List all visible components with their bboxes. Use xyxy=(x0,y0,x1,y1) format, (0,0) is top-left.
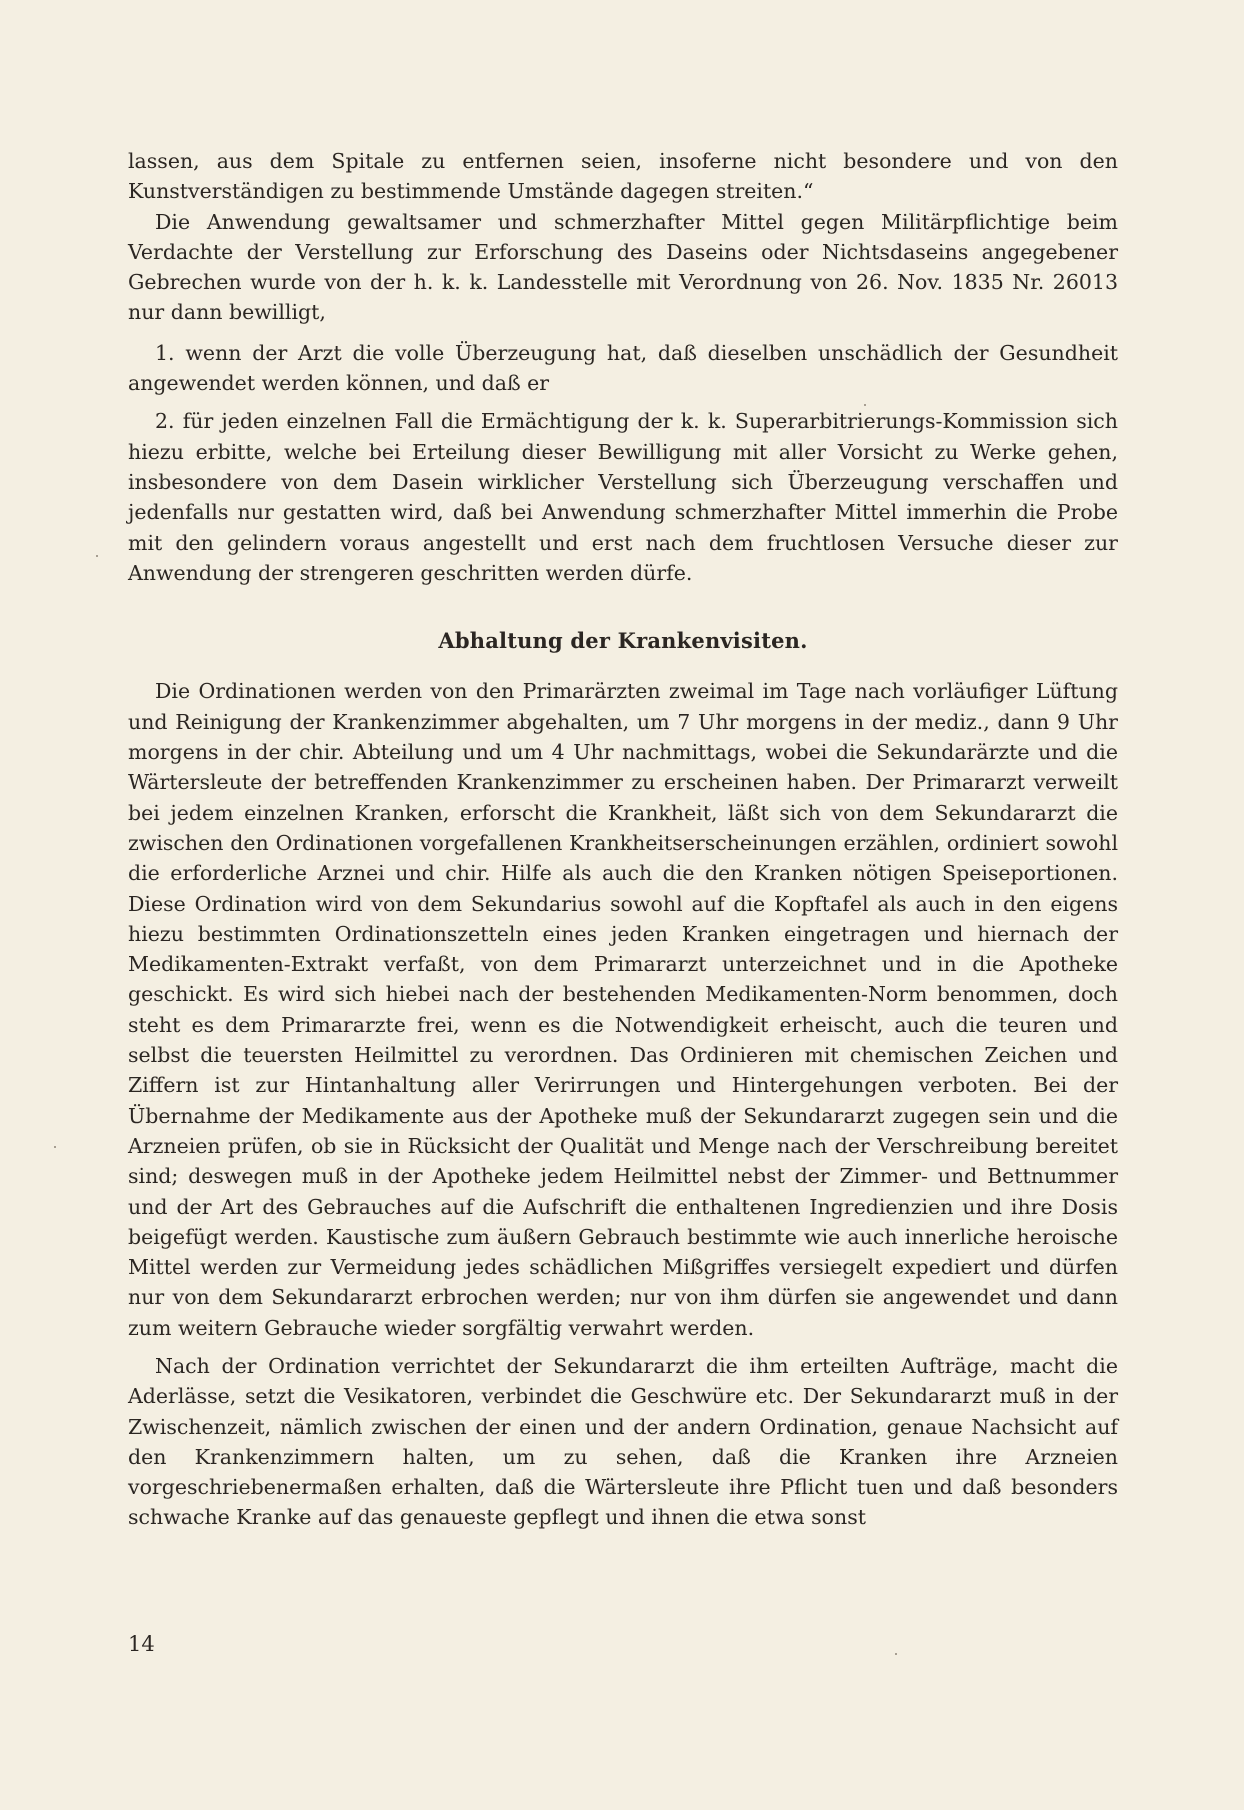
paper-speck xyxy=(895,1653,897,1655)
paper-speck xyxy=(864,404,866,406)
paper-speck xyxy=(54,1146,56,1148)
paragraph-ordinationen: Die Ordinationen werden von den Primarärzten zweimal im Tage nach vorläufiger Lüftung und Reinigung der Krankenzimmer abgehalten, um 7 Uhr morgens in der mediz., dann 9 Uhr morgens in der chir. Abteilung und um 4 Uhr nachmittags, wobei die Sekundarärzte und die Wärtersleute der betreffenden Krankenzimmer zu erscheinen haben. Der Primararzt verweilt bei jedem einzelnen Kranken, erforscht die Krankheit, läßt sich von dem Sekundararzt die zwischen den Ordinationen vorgefallenen Krankheitserscheinungen erzählen, ordiniert sowohl die erforderliche Arznei und chir. Hilfe als auch die den Kranken nötigen Speiseportionen. Diese Ordination wird von dem Sekundarius sowohl auf die Kopftafel als auch in den eigens hiezu bestimmten Ordinationszetteln eines jeden Kranken eingetragen und hiernach der Medikamenten-Extrakt verfaßt, von dem Primararzt unterzeichnet und in die Apotheke geschickt. Es wird sich hiebei nach der bestehenden Medikamenten-Norm benommen, doch steht es dem Primararzte frei, wenn es die Notwendigkeit erheischt, auch die teuren und selbst die teuersten Heilmittel zu verordnen. Das Ordinieren mit chemischen Zeichen und Ziffern ist zur Hintanhaltung aller Verirrungen und Hintergehungen verboten. Bei der Übernahme der Medikamente aus der Apotheke muß der Sekundararzt zugegen sein und die Arzneien prüfen, ob sie in Rücksicht der Qualität und Menge nach der Verschreibung bereitet sind; deswegen muß in der Apotheke jedem Heilmittel nebst der Zimmer- und Bettnummer und der Art des Gebrauches auf die Aufschrift die enthaltenen Ingredienzien und ihre Dosis beigefügt werden. Kaustische zum äußern Gebrauch bestimmte wie auch innerliche heroische Mittel werden zur Vermeidung jedes schädlichen Mißgriffes versiegelt expediert und dürfen nur von dem Sekundararzt erbrochen werden; nur von ihm dürfen sie angewendet und dann zum weitern Gebrauche wieder sorgfältig verwahrt werden. xyxy=(128,679,1118,1340)
paper-speck xyxy=(96,555,98,557)
list-item-1: 1. wenn der Arzt die volle Überzeugung hat, daß dieselben unschädlich der Gesundheit angewendet werden können, und daß er xyxy=(128,340,1118,396)
section-heading: Abhaltung der Krankenvisiten. xyxy=(438,628,808,654)
body-text xyxy=(128,146,1118,1533)
paragraph-anwendung: Die Anwendung gewaltsamer und schmerzhafter Mittel gegen Militärpflichtige beim Verdachte der Verstellung zur Erforschung des Daseins oder Nichtsdaseins angegebener Gebrechen wurde von der h. k. k. Landesstelle mit Verordnung von 26. Nov. 1835 Nr. 26013 nur dann bewilligt, xyxy=(128,209,1118,325)
paragraph-nach-der-ordination: Nach der Ordination verrichtet der Sekundararzt die ihm erteilten Aufträge, macht die Aderlässe, setzt die Vesikatoren, verbindet die Geschwüre etc. Der Sekundararzt muß in der Zwischenzeit, nämlich zwischen der einen und der andern Ordination, genaue Nachsicht auf den Krankenzimmern halten, um zu sehen, daß die Kranken ihre Arzneien vorgeschriebenermaßen erhalten, daß die Wärtersleute ihre Pflicht tuen und daß besonders schwache Kranke auf das genaueste gepflegt und ihnen die etwa sonst xyxy=(128,1353,1118,1530)
paragraph-continuation: lassen, aus dem Spitale zu entfernen seien, insoferne nicht besondere und von den Kunstverständigen zu bestimmende Umstände dagegen streiten.“ xyxy=(128,149,1118,204)
list-item-2: 2. für jeden einzelnen Fall die Ermächtigung der k. k. Superarbitrierungs-Kommission sich hiezu erbitte, welche bei Erteilung dieser Bewilligung mit aller Vorsicht zu Werke gehen, insbesondere von dem Dasein wirklicher Verstellung sich Überzeugung verschaffen und jedenfalls nur gestatten wird, daß bei Anwendung schmerzhafter Mittel immerhin die Probe mit den gelindern voraus angestellt und erst nach dem fruchtlosen Versuche dieser zur Anwendung der strengeren geschritten werden dürfe. xyxy=(128,409,1118,585)
page-number: 14 xyxy=(128,1632,155,1656)
